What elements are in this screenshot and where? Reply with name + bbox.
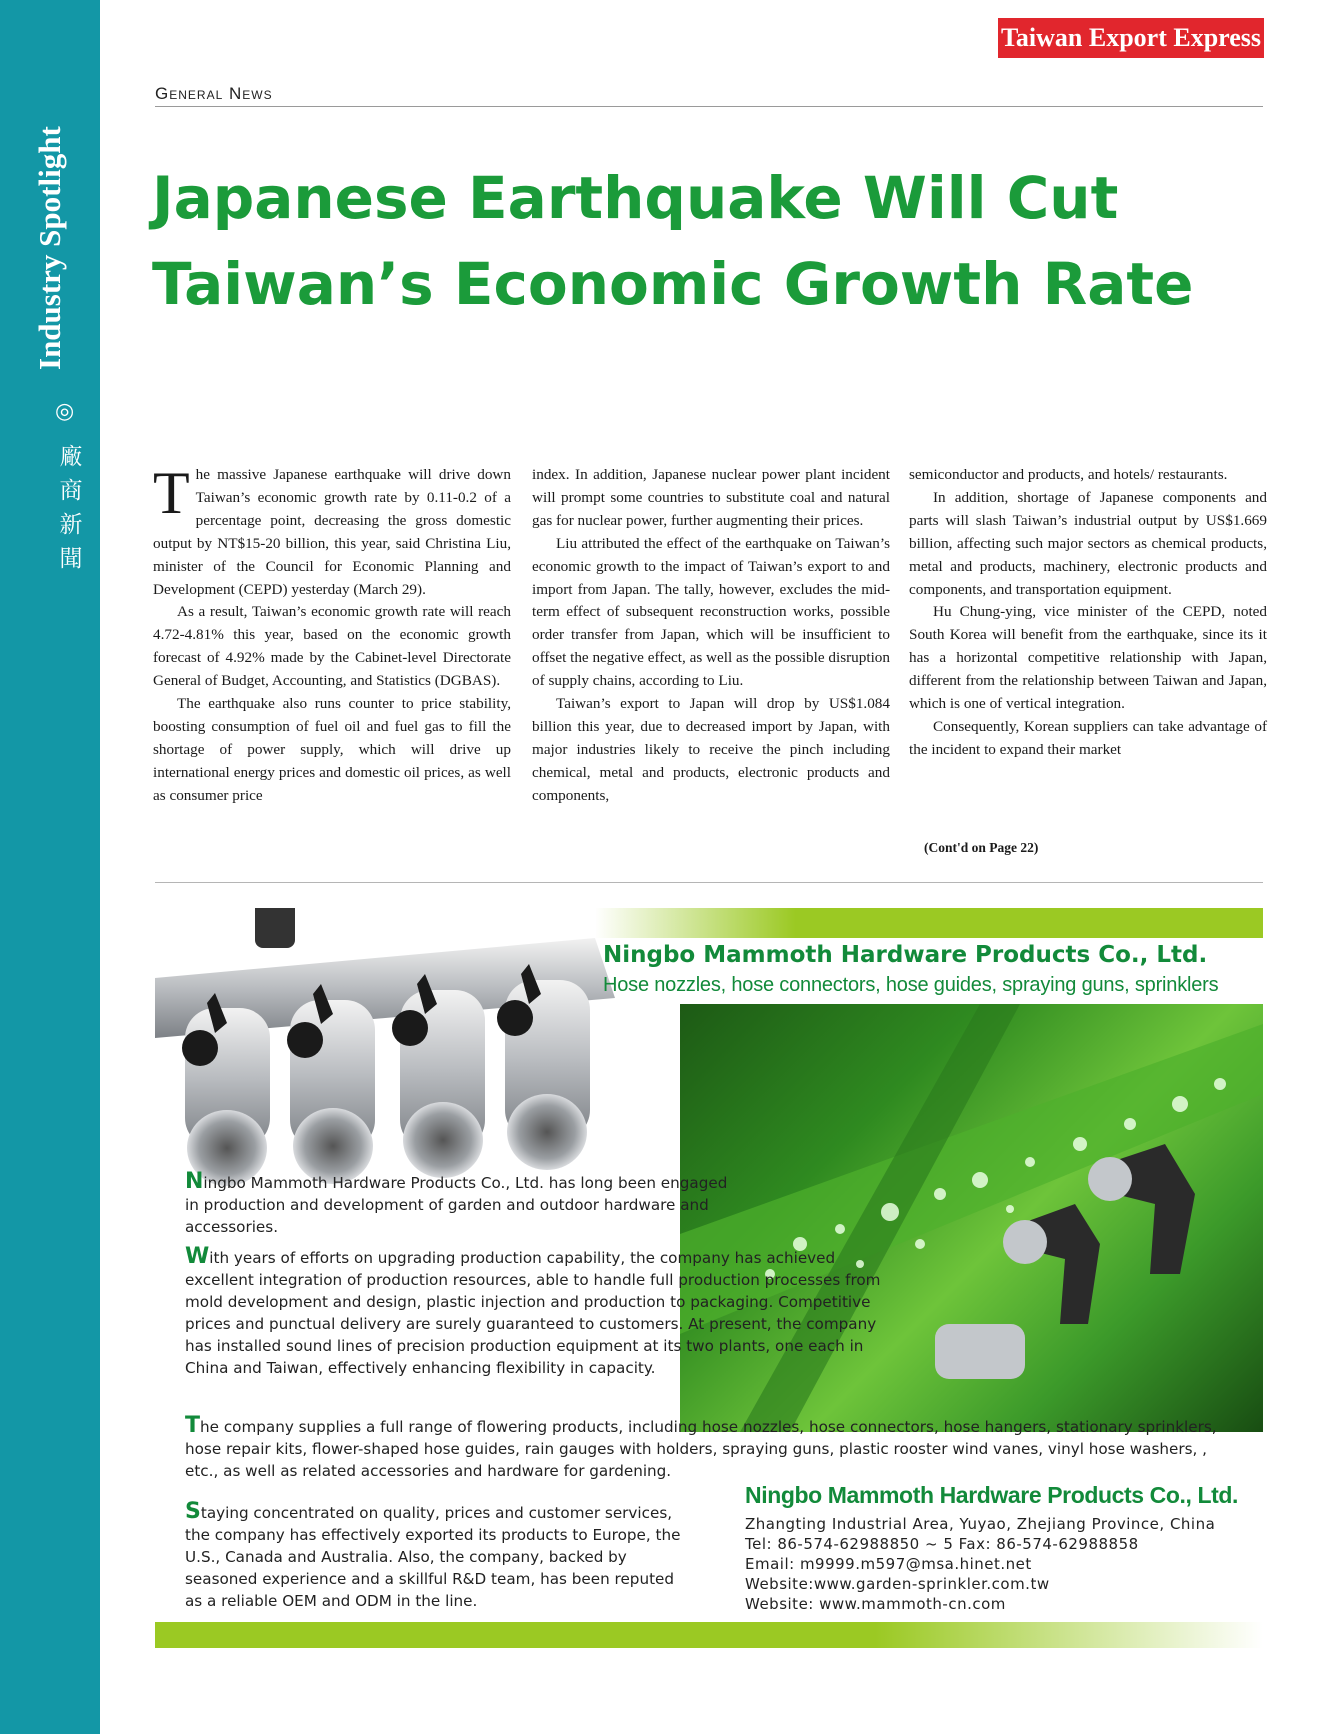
ad-paragraph: The company supplies a full range of flowering products, including hose nozzles, hose connectors, hose hangers, stationary sprinklers, hose repair kits, flower-shaped hose guides, rain gauges with holders, spraying guns, plastic rooster wind vanes, vinyl hose washers, , etc., as well as related accessories and hardware for gardening.	[185, 1413, 1217, 1480]
ad-bottom-bar	[155, 1622, 1263, 1648]
article-paragraph: Hu Chung-ying, vice minister of the CEPD, noted South Korea will benefit from the earthquake, since its it has a horizontal competitive relationship with Japan, different from the relationship between Taiwan and Japan, which is one of vertical integration.	[909, 603, 1267, 713]
article-paragraph: In addition, shortage of Japanese components and parts will slash Taiwan’s industrial output by US$1.669 billion, affecting such major sectors as chemical products, metal and products, machinery, electronic products and components, and transportation equipment.	[909, 488, 1267, 598]
contact-company-name: Ningbo Mammoth Hardware Products Co., Ltd.	[745, 1482, 1239, 1508]
ad-company-name: Ningbo Mammoth Hardware Products Co., Ltd.	[603, 942, 1208, 968]
ad-initial: W	[185, 1244, 210, 1269]
ad-paragraph: With years of efforts on upgrading production capability, the company has achieved excellent integration of production resources, able to handle full production processes from mold development and design, plastic injection and production to packaging. Competitive prices and punctual delivery are surely guaranteed to customers. At present, the company has installed sound lines of precision production equipment at its two plants, one each in China and Taiwan, effectively enhancing flexibility in capacity.	[185, 1244, 881, 1377]
ad-product-list: Hose nozzles, hose connectors, hose guides, spraying guns, sprinklers	[603, 974, 1219, 996]
contact-website: Website:www.garden-sprinkler.com.tw	[745, 1575, 1050, 1593]
advertisement	[155, 908, 1263, 1648]
section-label: General News	[155, 84, 273, 103]
sidebar-chinese-label	[58, 440, 84, 576]
article-divider	[155, 882, 1263, 883]
ad-initial: T	[185, 1413, 201, 1438]
ad-paragraph: Ningbo Mammoth Hardware Products Co., Ltd. has long been engaged in production and development of garden and outdoor hardware and accessories.	[185, 1169, 728, 1236]
headline-line-2: Taiwan’s Economic Growth Rate	[152, 250, 1194, 318]
continued-note: (Cont'd on Page 22)	[924, 840, 1039, 855]
article-column-3	[909, 464, 1267, 762]
headline-line-1: Japanese Earthquake Will Cut	[152, 164, 1119, 232]
drop-cap: T	[153, 460, 190, 526]
section-divider	[155, 106, 1263, 107]
contact-website: Website: www.mammoth-cn.com	[745, 1595, 1006, 1613]
contact-block	[745, 1514, 1215, 1614]
article-paragraph: The massive Japanese earthquake will drive down Taiwan’s economic growth rate by 0.11-0.2 of a percentage point, decreasing the gross domestic output by NT$15-20 billion, this year, said Christina Liu, minister of the Council for Economic Planning and Development (CEPD) yesterday (March 29).	[153, 460, 511, 598]
article-paragraph: Consequently, Korean suppliers can take advantage of the incident to expand their market	[909, 717, 1267, 758]
publication-brand: Taiwan Export Express	[998, 18, 1264, 58]
sidebar-cn-char: 廠	[59, 444, 83, 470]
ad-paragraph: Staying concentrated on quality, prices and customer services, the company has effectively exported its products to Europe, the U.S., Canada and Australia. Also, the company, backed by seasoned experience and a skillful R&D team, has been reputed as a reliable OEM and ODM in the line.	[185, 1499, 681, 1610]
bullseye-icon: ◎	[55, 398, 75, 423]
sidebar-cn-char: 新	[59, 512, 83, 538]
sidebar-title: Industry Spotlight	[32, 126, 67, 370]
hose-manifold-image	[155, 908, 675, 1208]
ad-top-bar	[595, 908, 1263, 938]
article-paragraph: semiconductor and products, and hotels/ restaurants.	[909, 466, 1228, 483]
sidebar-cn-char: 聞	[59, 546, 83, 572]
article-column-2	[532, 464, 890, 808]
sidebar-cn-char: 商	[59, 478, 83, 504]
contact-email: Email: m9999.m597@msa.hinet.net	[745, 1555, 1032, 1573]
article-paragraph: The earthquake also runs counter to price stability, boosting consumption of fuel oil and fuel gas to fill the shortage of power supply, which will drive up international energy prices and domestic oil prices, as well as consumer price	[153, 695, 511, 804]
ad-initial: N	[185, 1169, 204, 1194]
article-paragraph: Liu attributed the effect of the earthquake on Taiwan’s economic growth to the impact of Taiwan’s export to and import from Japan. The tally, however, excludes the mid-term effect of subsequent reconstruction works, possible order transfer from Japan, which will be insufficient to offset the negative effect, as well as the possible disruption of supply chains, according to Liu.	[532, 534, 890, 690]
contact-phone: Tel: 86-574-62988850 ~ 5 Fax: 86-574-62988858	[745, 1535, 1139, 1553]
ad-initial: S	[185, 1499, 201, 1524]
article-paragraph: As a result, Taiwan’s economic growth rate will reach 4.72-4.81% this year, based on the economic growth forecast of 4.92% made by the Cabinet-level Directorate General of Budget, Accounting, and Statistics (DGBAS).	[153, 603, 511, 690]
article-paragraph: Taiwan’s export to Japan will drop by US$1.084 billion this year, due to decreased import by Japan, with major industries likely to receive the pinch including chemical, metal and products, electronic products and components,	[532, 695, 890, 804]
article-paragraph: index. In addition, Japanese nuclear power plant incident will prompt some countries to substitute coal and natural gas for nuclear power, further augmenting their prices.	[532, 466, 890, 529]
contact-address: Zhangting Industrial Area, Yuyao, Zhejiang Province, China	[745, 1515, 1216, 1533]
article-headline	[152, 155, 1252, 327]
sidebar	[0, 0, 100, 1734]
article-column-1	[153, 460, 511, 808]
